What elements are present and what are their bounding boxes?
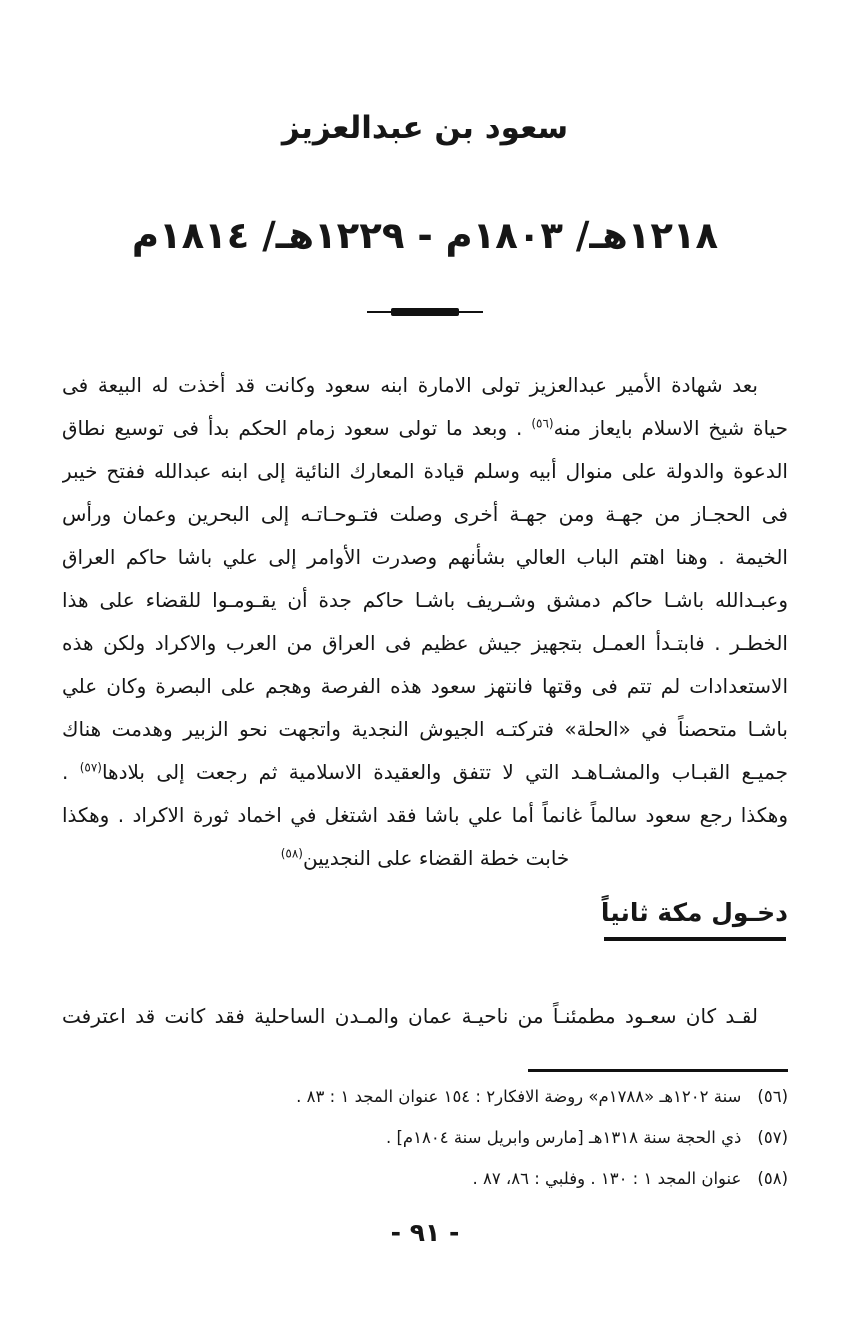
page-number: - ٩١ - xyxy=(390,1218,460,1247)
body-line: حياة شيخ الاسلام بايعاز منه$^{(٥٦)}$ . وبعد ما تولى سعود زمام الحكم بدأ فى توسيع نطاق xyxy=(62,416,788,440)
body-line: باشـا متحصناً في «الحلة» فتركتـه الجيوش النجدية واتجهت نحو الزبير وهدمت هناك xyxy=(62,717,788,741)
body-line: الخطـر . فابتـدأ العمـل بتجهيز جيش عظيم فى العراق من العرب والاكراد ولكن هذه xyxy=(62,631,788,655)
footnote-text: عنوان المجد ١ : ١٣٠ . وفلبي : ٨٦، ٨٧ . xyxy=(472,1169,742,1188)
body-line: فى الحجـاز من جهـة ومن جهـة أخرى وصلت فتـوحـاتـه إلى البحرين وعمان ورأس xyxy=(62,502,788,526)
body-line: الدعوة والدولة على منوال أبيه وسلم قيادة المعارك النائية إلى ابنه عبدالله ففتح خيبر xyxy=(62,459,788,483)
body-line: الخيمة . وهنا اهتم الباب العالي بشأنهم وصدرت الأوامر إلى علي باشا حاكم العراق xyxy=(62,545,788,569)
footnotes-section xyxy=(62,1082,788,1205)
date-range: ١٢١٨هـ/ ١٨٠٣م - ١٢٢٩هـ/ ١٨١٤م xyxy=(131,214,719,257)
divider-thick-center xyxy=(391,308,459,316)
body-line: وعبـدالله باشـا حاكم دمشق وشـريف باشـا حاكم جدة أن يقـومـوا للقضاء على هذا xyxy=(62,588,788,612)
footnote-separator xyxy=(528,1069,788,1072)
ornament-divider xyxy=(367,308,483,316)
second-paragraph-line: لقـد كان سعـود مطمئنـاً من ناحيـة عمان والمـدن الساحلية فقد كانت قد اعترفت xyxy=(62,1004,758,1028)
heading-underline xyxy=(604,937,786,941)
section-heading-text: دخـول مكة ثانياً xyxy=(600,898,788,927)
section-heading xyxy=(601,898,788,941)
footnote-label: (٥٦) xyxy=(757,1087,788,1106)
footnote-label: (٥٧) xyxy=(757,1128,788,1147)
footnote-text: ذي الحجة سنة ١٣١٨هـ [مارس وابريل سنة ١٨٠٤م] . xyxy=(385,1128,742,1147)
body-line: الاستعدادات لم تتم فى وقتها فانتهز سعود هذه الفرصة وهجم على البصرة وكان علي xyxy=(62,674,788,698)
footnote-text: سنة ١٢٠٢هـ «١٧٨٨م» روضة الافكار٢ : ١٥٤ عنوان المجد ١ : ٨٣ . xyxy=(296,1087,742,1106)
body-line: بعد شهادة الأمير عبدالعزيز تولى الامارة ابنه سعود وكانت قد أخذت له البيعة فى xyxy=(62,373,758,397)
body-last-line: خابت خطة القضاء على النجديين$^{(٥٨)}$ xyxy=(280,846,570,870)
body-line: وهكذا رجع سعود سالماً غانماً أما علي باشا فقد اشتغل في اخماد ثورة الاكراد . وهكذا xyxy=(62,803,788,827)
footnote-label: (٥٨) xyxy=(757,1169,788,1188)
body-line: جميـع القبـاب والمشـاهـد التي لا تتفق والعقيدة الاسلامية ثم رجعت إلى بلادها$^{(٥٧)}$ . xyxy=(62,760,788,784)
footnote-58 xyxy=(62,1164,788,1205)
footnote-57 xyxy=(62,1123,788,1164)
book-title: سعود بن عبدالعزيز xyxy=(281,110,569,146)
footnote-56 xyxy=(62,1082,788,1123)
main-paragraph xyxy=(62,364,788,880)
